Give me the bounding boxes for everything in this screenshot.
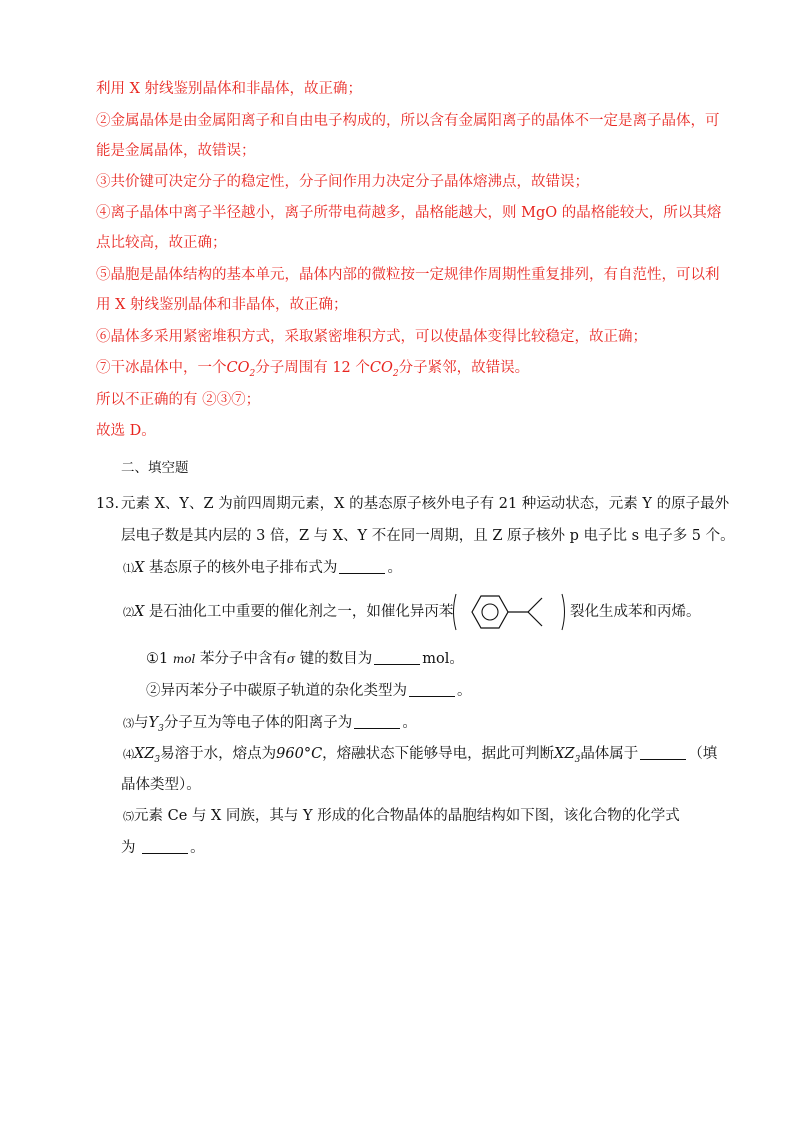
xz-subscript-2: 3: [574, 754, 581, 765]
part-5-c: 。: [190, 840, 205, 856]
part-2-sub-2-a: ②异丙苯分子中碳原子轨道的杂化类型为: [146, 683, 407, 699]
part-5-b: 为: [121, 840, 141, 856]
part-1-end: 。: [387, 560, 402, 576]
answer-line-2: ②金属晶体是由金属阳离子和自由电子构成的，所以含有金属阳离子的晶体不一定是离子晶体，可: [96, 113, 720, 129]
part-2-sub-1-e: 键的数目为: [295, 651, 373, 667]
part-2-x: X: [134, 604, 145, 620]
part-4-i: （填: [688, 746, 718, 762]
answer-line-10-g: 分子紧邻，故错误。: [398, 360, 530, 376]
y-subscript: 3: [158, 723, 164, 734]
part-2-sub-1-a: ①1: [146, 651, 173, 667]
part-4-line-2: 晶体类型）。: [121, 777, 201, 793]
co2-symbol-2: CO: [369, 360, 393, 376]
question-number: 13.: [96, 496, 120, 512]
answer-line-7: ⑤晶胞是晶体结构的基本单元，晶体内部的微粒按一定规律作周期性重复排列，有自范性，可以利: [96, 267, 720, 283]
part-2: [123, 602, 453, 623]
answer-line-12: 故选 D。: [96, 423, 156, 439]
co2-symbol: CO: [226, 360, 250, 376]
part-5-line-2: [121, 838, 205, 858]
answer-blank-4[interactable]: [354, 714, 400, 729]
answer-line-6: 点比较高，故正确；: [96, 235, 227, 251]
part-4-number: ⑷: [123, 748, 134, 761]
xz-symbol-2: XZ: [554, 746, 575, 762]
answer-line-10-a: ⑦干冰晶体中，一个: [96, 360, 227, 376]
co2-formula-2: [369, 360, 399, 379]
xz3-formula-2: [554, 746, 581, 765]
part-1: [123, 558, 402, 579]
answer-line-9: ⑥晶体多采用紧密堆积方式，采取紧密堆积方式，可以使晶体变得比较稳定，故正确；: [96, 329, 647, 345]
part-2-sub-1: [146, 649, 464, 669]
answer-blank-2[interactable]: [374, 650, 420, 665]
part-4-e: ，熔融状态下能够导电，据此可判断: [322, 746, 555, 762]
part-2-text-end: 裂化生成苯和丙烯。: [570, 604, 701, 620]
part-3-a: 与: [134, 715, 149, 731]
melting-point: 960°C: [276, 746, 323, 762]
part-3-y3: [148, 715, 164, 734]
part-3: [123, 713, 417, 739]
answer-blank-6[interactable]: [142, 839, 188, 854]
mol-unit: mol: [172, 652, 196, 666]
part-2-sub-2-b: 。: [457, 683, 472, 699]
xz-symbol: XZ: [134, 746, 155, 762]
co2-subscript: 2: [249, 368, 256, 379]
part-4-h: 晶体属于: [580, 746, 639, 762]
part-1-number: ⑴: [123, 562, 134, 575]
part-2-text: 是石油化工中重要的催化剂之一，如催化异丙苯: [144, 604, 454, 620]
section-title: 二、填空题: [121, 460, 189, 476]
answer-line-4: ③共价键可决定分子的稳定性，分子间作用力决定分子晶体熔沸点，故错误；: [96, 174, 589, 190]
answer-line-1: 利用 X 射线鉴别晶体和非晶体，故正确；: [96, 81, 363, 97]
part-1-text: 基态原子的核外电子排布式为: [144, 560, 338, 576]
part-4: [123, 744, 717, 770]
part-5: [123, 806, 680, 827]
answer-line-10-d: 分子周围有 12 个: [255, 360, 370, 376]
answer-line-10: [96, 358, 529, 384]
part-4-c: 易溶于水，熔点为: [160, 746, 277, 762]
part-2-sub-2: [146, 681, 472, 701]
question-stem-2: 层电子数是其内层的 3 倍，Z 与 X、Y 不在同一周期，且 Z 原子核外 p 电子比 s 电子多 5 个。: [121, 528, 735, 544]
answer-blank-5[interactable]: [640, 745, 686, 760]
part-3-d: 分子互为等电子体的阳离子为: [163, 715, 353, 731]
answer-line-5: ④离子晶体中离子半径越小，离子所带电荷越多，晶格能越大，则 MgO 的晶格能较大，所以其熔: [96, 205, 722, 221]
y-symbol: Y: [148, 715, 159, 731]
part-2-sub-1-f: mol。: [422, 651, 464, 667]
question-stem-1: 元素 X、Y、Z 为前四周期元素，X 的基态原子核外电子有 21 种运动状态，元素 Y 的原子最外: [121, 496, 730, 512]
answer-line-3: 能是金属晶体，故错误；: [96, 143, 256, 159]
co2-subscript-2: 2: [392, 368, 399, 379]
answer-blank-3[interactable]: [409, 682, 455, 697]
part-2-number: ⑵: [123, 606, 134, 619]
part-5-number: ⑸: [123, 810, 134, 823]
isopropylbenzene-structure-icon: [450, 590, 568, 634]
isopropylbenzene-structure: [450, 590, 568, 634]
xz3-formula: [134, 746, 161, 765]
part-3-e: 。: [402, 715, 417, 731]
xz-subscript: 3: [154, 754, 161, 765]
answer-line-8: 用 X 射线鉴别晶体和非晶体，故正确；: [96, 297, 348, 313]
part-3-number: ⑶: [123, 717, 134, 730]
answer-blank-1[interactable]: [339, 559, 385, 574]
answer-line-11: 所以不正确的有 ②③⑦；: [96, 392, 261, 408]
sigma-symbol: σ: [286, 652, 296, 666]
part-2-sub-1-c: 苯分子中含有: [195, 651, 287, 667]
co2-formula: [226, 360, 256, 379]
part-1-x: X: [134, 560, 145, 576]
part-5-a: 元素 Ce 与 X 同族，其与 Y 形成的化合物晶体的晶胞结构如下图，该化合物的化学式: [134, 808, 680, 824]
